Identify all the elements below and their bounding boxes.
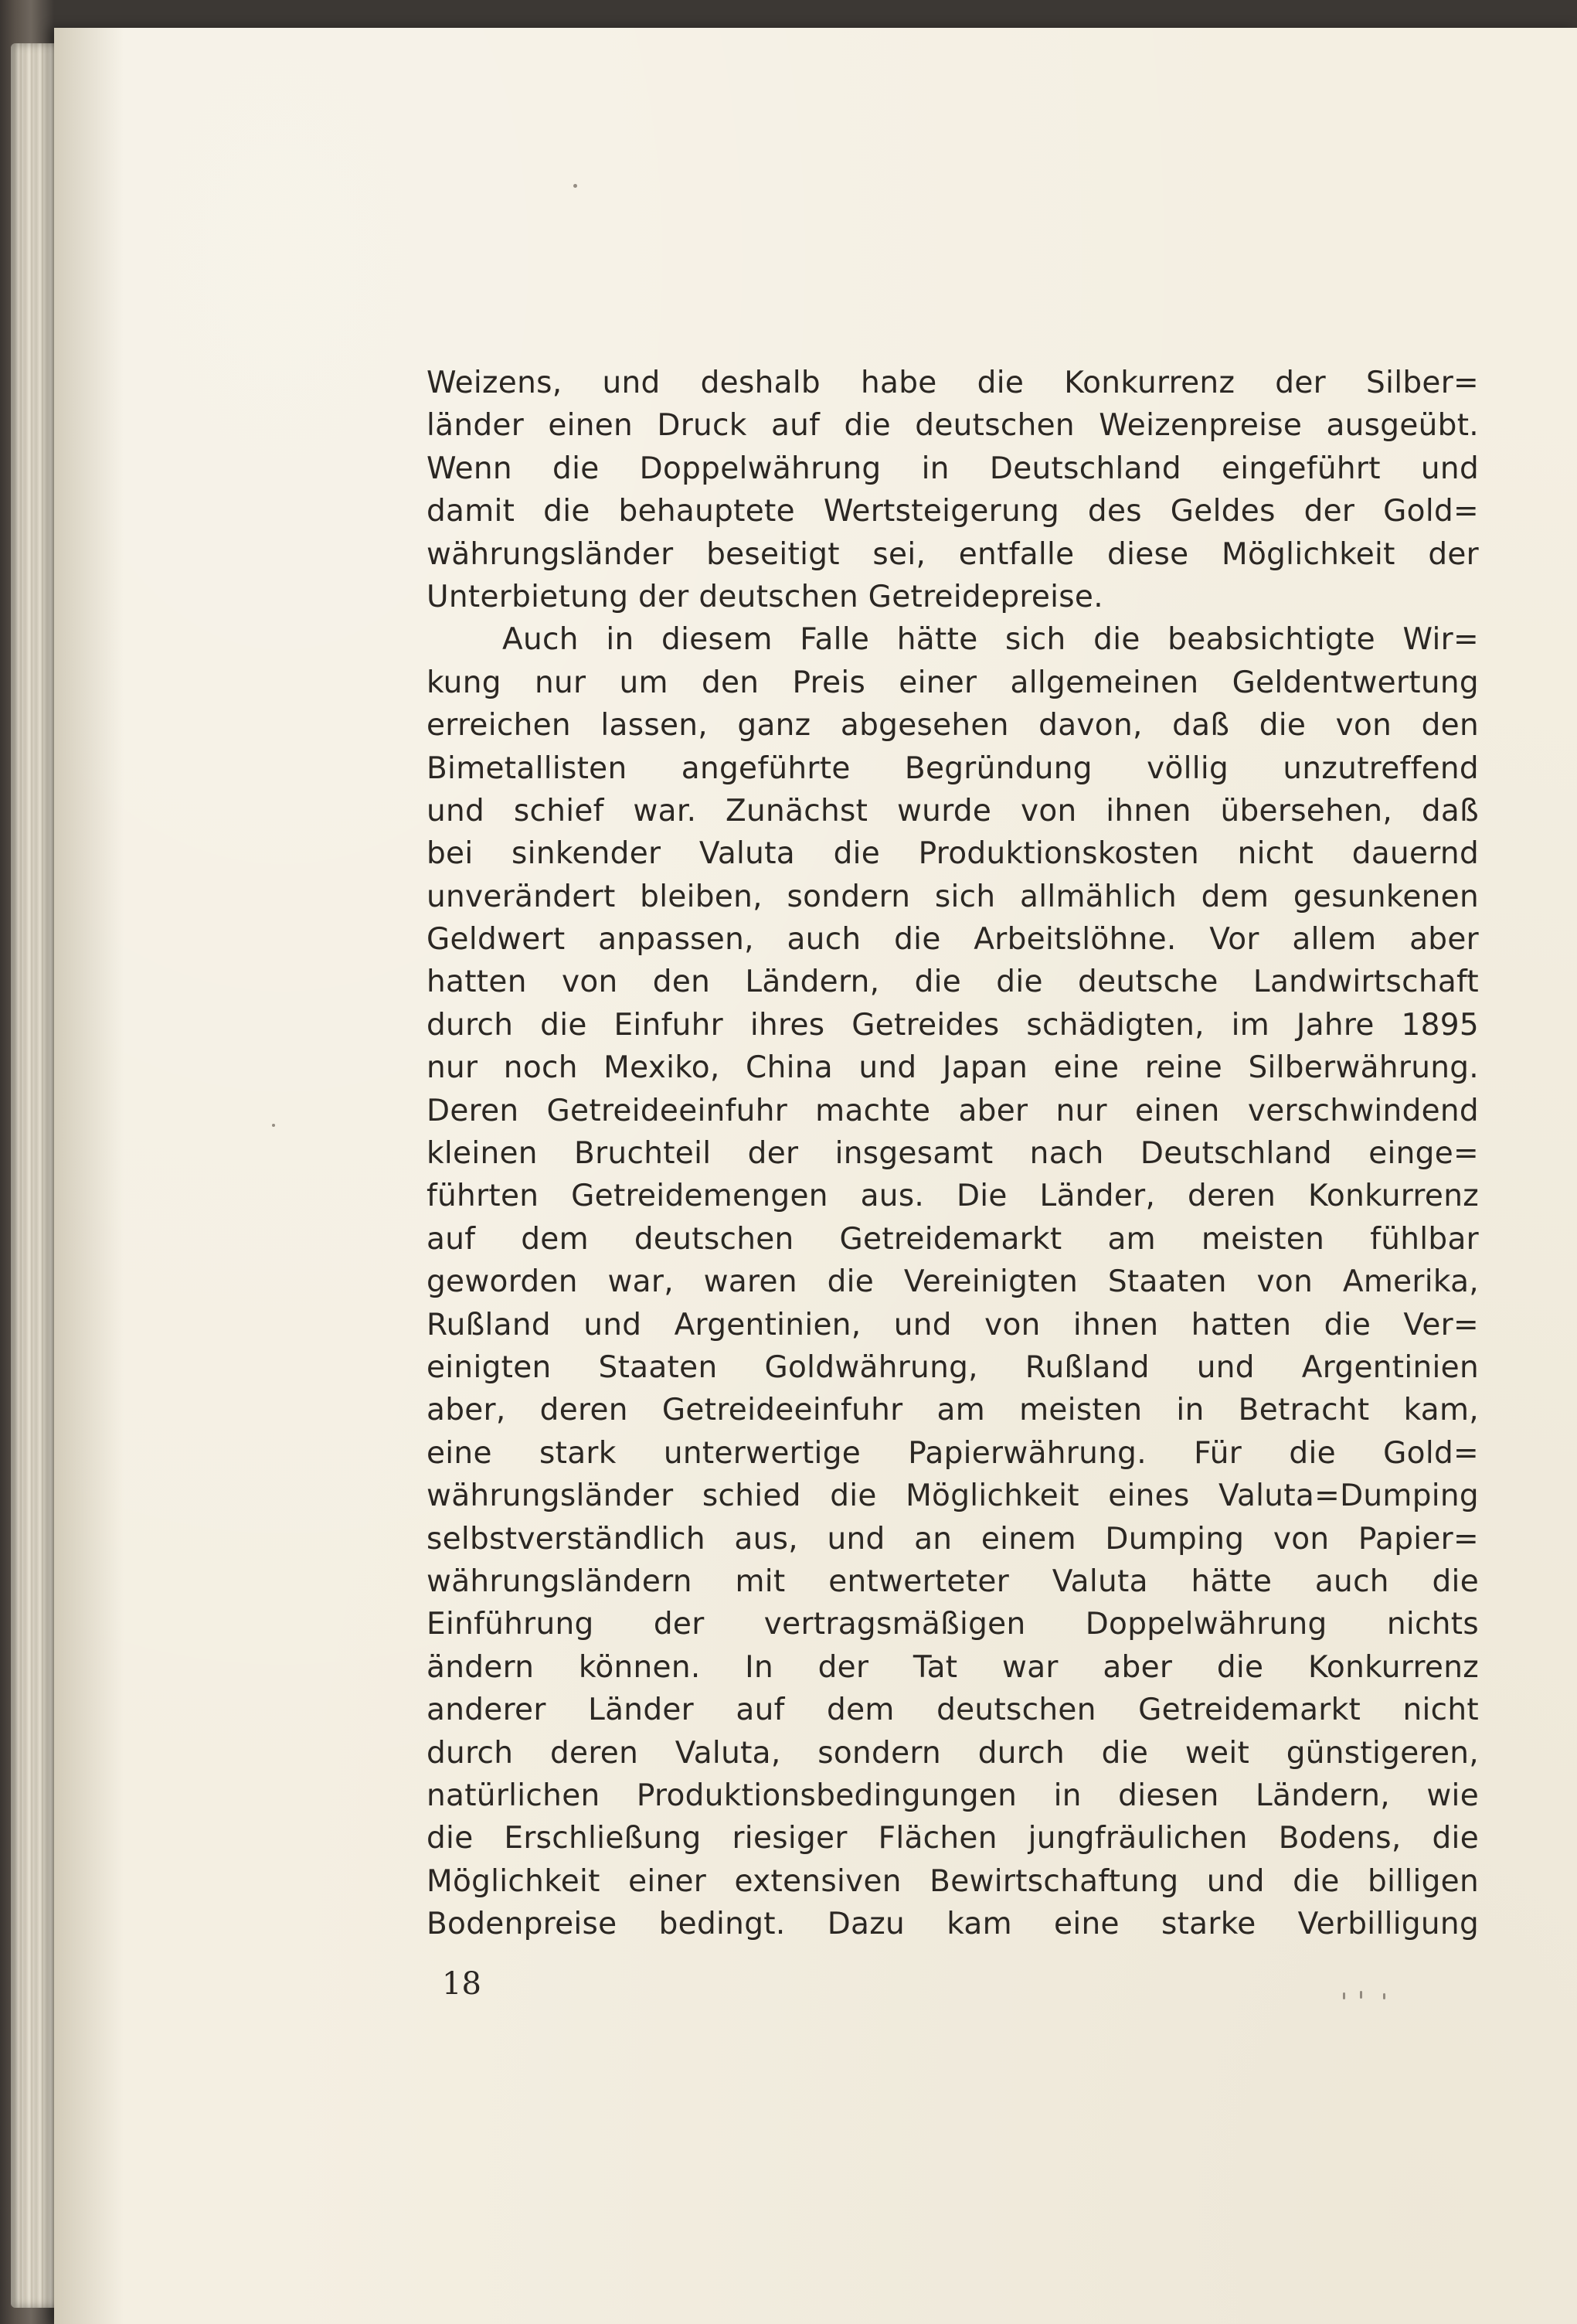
text-line: Einführung der vertragsmäßigen Doppelwährung nichts — [427, 1607, 1479, 1642]
text-line: Weizens, und deshalb habe die Konkurrenz der Silber= — [427, 366, 1479, 400]
text-line: ändern können. In der Tat war aber die Konkurrenz — [427, 1649, 1479, 1685]
paper-speck — [1360, 1991, 1362, 1999]
text-line: und schief war. Zunächst wurde von ihnen übersehen, daß — [427, 793, 1479, 829]
text-line: durch deren Valuta, sondern durch die weit günstigeren, — [427, 1735, 1479, 1771]
text-line: währungsländern mit entwerteter Valuta hätte auch die — [427, 1564, 1479, 1599]
paper-speck — [1383, 1993, 1385, 1999]
text-line: bei sinkender Valuta die Produktionskosten nicht dauernd — [427, 836, 1479, 872]
text-line: unverändert bleiben, sondern sich allmählich dem gesunkenen — [427, 879, 1479, 914]
paper-speck — [272, 1124, 275, 1127]
text-line: aber, deren Getreideeinfuhr am meisten in Betracht kam, — [427, 1393, 1479, 1428]
text-line: Auch in diesem Falle hätte sich die beabsichtigte Wir= — [502, 622, 1479, 658]
text-line: kung nur um den Preis einer allgemeinen Geldentwertung — [427, 665, 1479, 700]
body-text — [427, 362, 1479, 1945]
text-line: Wenn die Doppelwährung in Deutschland eingeführt und — [427, 451, 1479, 486]
text-line: durch die Einfuhr ihres Getreides schädigten, im Jahre 1895 — [427, 1007, 1479, 1043]
text-line: Bimetallisten angeführte Begründung völlig unzutreffend — [427, 750, 1479, 786]
text-line: einigten Staaten Goldwährung, Rußland und Argentinien — [427, 1349, 1479, 1385]
text-line: Möglichkeit einer extensiven Bewirtschaftung und die billigen — [427, 1863, 1479, 1899]
text-line: anderer Länder auf dem deutschen Getreidemarkt nicht — [427, 1693, 1479, 1728]
text-line: die Erschließung riesiger Flächen jungfräulichen Bodens, die — [427, 1821, 1479, 1856]
text-line: Deren Getreideeinfuhr machte aber nur einen verschwindend — [427, 1093, 1479, 1128]
text-line: eine stark unterwertige Papierwährung. Für die Gold= — [427, 1435, 1479, 1471]
text-line: geworden war, waren die Vereinigten Staaten von Amerika, — [427, 1264, 1479, 1300]
text-line: hatten von den Ländern, die die deutsche Landwirtschaft — [427, 965, 1479, 1000]
text-line: Bodenpreise bedingt. Dazu kam eine starke Verbilligung — [427, 1907, 1479, 1942]
text-line: selbstverständlich aus, und an einem Dumping von Papier= — [427, 1521, 1479, 1557]
text-line: Unterbietung der deutschen Getreidepreise. — [427, 579, 1103, 614]
text-line: erreichen lassen, ganz abgesehen davon, daß die von den — [427, 708, 1479, 743]
text-line: nur noch Mexiko, China und Japan eine reine Silberwährung. — [427, 1050, 1479, 1086]
paper-speck — [1343, 1992, 1345, 1999]
text-line: führten Getreidemengen aus. Die Länder, deren Konkurrenz — [427, 1179, 1479, 1214]
text-line: währungsländer schied die Möglichkeit eines Valuta=Dumping — [427, 1478, 1479, 1514]
text-line: auf dem deutschen Getreidemarkt am meisten fühlbar — [427, 1221, 1479, 1257]
page-number: 18 — [442, 1966, 481, 2002]
text-line: Rußland und Argentinien, und von ihnen hatten die Ver= — [427, 1307, 1479, 1342]
text-line: natürlichen Produktionsbedingungen in diesen Ländern, wie — [427, 1778, 1479, 1813]
book-page — [54, 28, 1577, 2324]
text-line: Geldwert anpassen, auch die Arbeitslöhne. Vor allem aber — [427, 922, 1479, 958]
text-line: währungsländer beseitigt sei, entfalle diese Möglichkeit der — [427, 536, 1479, 572]
paper-speck — [573, 184, 577, 188]
text-line: damit die behauptete Wertsteigerung des Geldes der Gold= — [427, 494, 1479, 529]
text-line: kleinen Bruchteil der insgesamt nach Deutschland einge= — [427, 1136, 1479, 1172]
text-line: länder einen Druck auf die deutschen Weizenpreise ausgeübt. — [427, 408, 1479, 444]
